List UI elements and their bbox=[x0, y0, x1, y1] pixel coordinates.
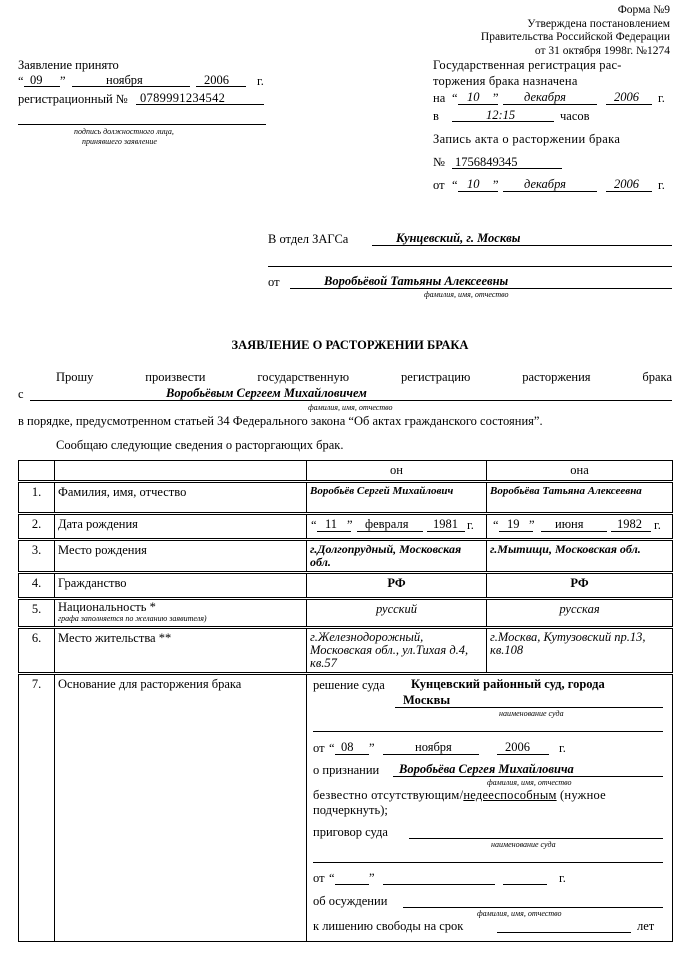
signature-caption-2: принявшего заявление bbox=[82, 137, 157, 146]
decision-year: 2006 bbox=[505, 740, 530, 754]
government-line: Правительства Российской Федерации bbox=[480, 31, 670, 43]
reg-number bbox=[140, 91, 225, 106]
state-reg-line2: торжения брака назначена bbox=[433, 74, 578, 88]
decision-quote-open: “ bbox=[329, 741, 335, 755]
table-row bbox=[19, 540, 673, 573]
verdict-day-line bbox=[335, 884, 369, 885]
zags-line-2 bbox=[268, 266, 672, 267]
zags-office: Кунцевский, г. Москвы bbox=[396, 231, 521, 245]
decree-date-line: от 31 октября 1998г. №1274 bbox=[534, 44, 670, 57]
dob-he-day: 11 bbox=[325, 517, 338, 531]
state-reg-quote-open: “ bbox=[452, 91, 458, 105]
decision-month: ноября bbox=[415, 740, 452, 754]
row-label bbox=[55, 599, 307, 628]
he-residence: г.Железнодорожный, Московская обл., ул.Тихая д.4, кв.57 bbox=[307, 628, 487, 674]
dob-she-year: 1982 bbox=[617, 517, 642, 531]
row-number: 2. bbox=[19, 514, 55, 540]
law-line: в порядке, предусмотренном статьей 34 Федерального закона “Об актах гражданского состояния”. bbox=[18, 414, 543, 428]
dob-he-quote-open: “ bbox=[311, 518, 317, 532]
row-number: 3. bbox=[19, 540, 55, 573]
act-no-label: № bbox=[433, 155, 445, 169]
he-birth-date bbox=[307, 514, 487, 540]
verdict-quote-open: “ bbox=[329, 871, 335, 885]
act-quote-open: “ bbox=[452, 178, 458, 192]
she-residence: г.Москва, Кутузовский пр.13, кв.108 bbox=[487, 628, 673, 674]
act-line: Запись акта о расторжении брака bbox=[433, 132, 621, 146]
signature-caption-1: подпись должностного лица, bbox=[74, 127, 174, 136]
zags-label: В отдел ЗАГСа bbox=[268, 232, 349, 246]
verdict-label: приговор суда bbox=[313, 825, 388, 839]
applicant-from: от bbox=[268, 275, 280, 289]
prison-label: к лишению свободы на срок bbox=[313, 919, 464, 933]
document-title: ЗАЯВЛЕНИЕ О РАСТОРЖЕНИИ БРАКА bbox=[231, 338, 469, 352]
act-year-suffix: г. bbox=[658, 178, 665, 192]
table-header-row bbox=[19, 461, 673, 482]
decision-quote-close: ” bbox=[369, 741, 375, 755]
nationality-note: графа заполняется по желанию заявителя) bbox=[58, 614, 207, 623]
approved-line: Утверждена постановлением bbox=[527, 17, 670, 30]
dob-she-quote-open: “ bbox=[493, 518, 499, 532]
court-caption: наименование суда bbox=[499, 709, 564, 718]
she-nationality: русская bbox=[487, 599, 673, 628]
missing-status-line2: подчеркнуть); bbox=[313, 803, 388, 817]
dob-she-suffix: г. bbox=[654, 518, 661, 532]
state-reg-quote-close: ” bbox=[493, 91, 499, 105]
court-name-line2: Москвы bbox=[403, 693, 451, 707]
applicant-caption: фамилия, имя, отчество bbox=[424, 290, 509, 299]
act-from: от bbox=[433, 178, 445, 192]
reg-number-main: 07899912345 bbox=[140, 91, 213, 105]
table-row bbox=[19, 599, 673, 628]
recognized-person: Воробьёва Сергея Михайловича bbox=[399, 762, 574, 776]
recognition-label: о признании bbox=[313, 763, 380, 777]
verdict-caption: наименование суда bbox=[491, 840, 556, 849]
table-cell bbox=[19, 461, 55, 482]
row-label: Место жительства ** bbox=[55, 628, 307, 674]
divorce-basis-cell bbox=[307, 674, 673, 942]
applicant-name: Воробьёвой Татьяны Алексеевны bbox=[324, 274, 509, 288]
verdict-month-line bbox=[383, 884, 495, 885]
table-row bbox=[19, 482, 673, 514]
row-number: 5. bbox=[19, 599, 55, 628]
dob-he-month: февраля bbox=[365, 517, 409, 531]
prison-suffix: лет bbox=[637, 919, 655, 933]
state-reg-hours: часов bbox=[560, 109, 590, 123]
accepted-label: Заявление принято bbox=[18, 58, 119, 72]
nationality-label: Национальность * bbox=[58, 600, 156, 614]
convicted-label: об осуждении bbox=[313, 894, 388, 908]
missing-status-line bbox=[313, 788, 606, 803]
verdict-year-line bbox=[503, 884, 547, 885]
request-line: Прошу произвести государственную регистрацию расторжения брака bbox=[56, 370, 672, 384]
state-reg-day: 10 bbox=[467, 90, 480, 104]
act-quote-close: ” bbox=[493, 178, 499, 192]
spouse-name: Воробьёвым Сергеем Михайловичем bbox=[166, 386, 367, 400]
state-reg-line1: Государственная регистрация рас- bbox=[433, 58, 622, 72]
she-birthplace: г.Мытищи, Московская обл. bbox=[487, 540, 673, 573]
she-birth-date bbox=[487, 514, 673, 540]
verdict-from: от bbox=[313, 871, 325, 885]
convicted-line bbox=[403, 907, 663, 908]
verdict-line bbox=[409, 838, 663, 839]
recognized-caption: фамилия, имя, отчество bbox=[487, 778, 572, 787]
court-name-line1: Кунцевский районный суд, города bbox=[411, 677, 605, 691]
he-full-name: Воробьёв Сергей Михайлович bbox=[307, 482, 487, 514]
decision-year-suffix: г. bbox=[559, 741, 566, 755]
missing-part3: (нужное bbox=[556, 788, 606, 802]
state-reg-time: 12:15 bbox=[486, 108, 516, 122]
act-year: 2006 bbox=[614, 177, 639, 191]
table-row bbox=[19, 628, 673, 674]
dob-she-day: 19 bbox=[507, 517, 520, 531]
state-reg-year-suffix: г. bbox=[658, 91, 665, 105]
dob-he-year: 1981 bbox=[433, 517, 458, 531]
row-label: Дата рождения bbox=[55, 514, 307, 540]
court-extra-line bbox=[313, 731, 663, 732]
reg-label: регистрационный № bbox=[18, 92, 128, 106]
accepted-quote-open: “ bbox=[18, 74, 24, 88]
he-nationality: русский bbox=[307, 599, 487, 628]
verdict-extra-line bbox=[313, 862, 663, 863]
accepted-year-suffix: г. bbox=[257, 74, 264, 88]
state-reg-in: в bbox=[433, 109, 439, 123]
state-reg-month: декабря bbox=[524, 90, 566, 104]
he-citizenship: РФ bbox=[307, 573, 487, 599]
accepted-day: 09 bbox=[30, 73, 43, 87]
table-row bbox=[19, 573, 673, 599]
with-label: с bbox=[18, 387, 24, 401]
verdict-quote-close: ” bbox=[369, 871, 375, 885]
he-birthplace: г.Долгопрудный, Московская обл. bbox=[307, 540, 487, 573]
row-label: Основание для расторжения брака bbox=[55, 674, 307, 942]
missing-part1: безвестно отсутствующим/ bbox=[313, 788, 464, 802]
info-table bbox=[18, 460, 673, 942]
row-label: Гражданство bbox=[55, 573, 307, 599]
accepted-year: 2006 bbox=[204, 73, 229, 87]
table-row bbox=[19, 674, 673, 942]
table-cell bbox=[55, 461, 307, 482]
form-header bbox=[481, 4, 670, 58]
dob-he-quote-close: ” bbox=[347, 518, 353, 532]
row-number: 4. bbox=[19, 573, 55, 599]
row-number: 6. bbox=[19, 628, 55, 674]
she-citizenship: РФ bbox=[487, 573, 673, 599]
signature-line bbox=[18, 124, 266, 125]
spouse-caption: фамилия, имя, отчество bbox=[308, 403, 393, 412]
dob-she-month: июня bbox=[555, 517, 584, 531]
row-number: 7. bbox=[19, 674, 55, 942]
row-label: Место рождения bbox=[55, 540, 307, 573]
column-she: она bbox=[487, 461, 673, 482]
she-full-name: Воробьёва Татьяна Алексеевна bbox=[487, 482, 673, 514]
row-number: 1. bbox=[19, 482, 55, 514]
verdict-year-suffix: г. bbox=[559, 871, 566, 885]
reg-number-suffix: 42 bbox=[212, 91, 226, 105]
column-he: он bbox=[307, 461, 487, 482]
decision-from: от bbox=[313, 741, 325, 755]
act-number: 1756849345 bbox=[455, 155, 518, 169]
form-number: Форма №9 bbox=[617, 4, 670, 16]
convicted-caption: фамилия, имя, отчество bbox=[477, 909, 562, 918]
accepted-month: ноября bbox=[106, 73, 143, 87]
dob-he-suffix: г. bbox=[467, 518, 474, 532]
dob-she-quote-close: ” bbox=[529, 518, 535, 532]
decision-day: 08 bbox=[341, 740, 354, 754]
act-day: 10 bbox=[467, 177, 480, 191]
act-month: декабря bbox=[524, 177, 566, 191]
state-reg-on: на bbox=[433, 91, 446, 105]
state-reg-year: 2006 bbox=[614, 90, 639, 104]
table-row bbox=[19, 514, 673, 540]
accepted-quote-close: ” bbox=[60, 74, 66, 88]
prison-term-line bbox=[497, 932, 631, 933]
info-line: Сообщаю следующие сведения о расторгающих брак. bbox=[56, 438, 344, 452]
court-decision-label: решение суда bbox=[313, 678, 385, 692]
missing-part2: недееспособным bbox=[463, 788, 557, 802]
row-label: Фамилия, имя, отчество bbox=[55, 482, 307, 514]
